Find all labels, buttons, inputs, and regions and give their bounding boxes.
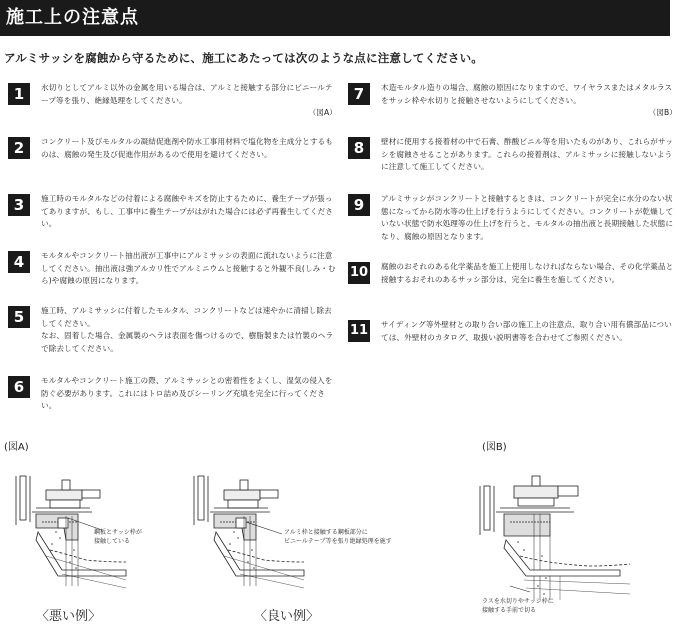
note-number: 1	[8, 83, 30, 105]
note-text: アルミサッシがコンクリートと接触するときは、コンクリートが完全に水分のない状態になってから防水等の仕上げを行うようにしてください。コンクリートが乾燥していない状態で防水処理等の仕上げを行うと、モルタルの抽出液と長期接触した状態になり、腐蝕の原因となります。	[381, 194, 674, 241]
page-header	[0, 0, 670, 36]
note-text: 木造モルタル造りの場合、腐蝕の原因になりますので、ワイヤラスまたはメタルラスをサッシ枠や水切りと接触させないようにしてください。	[381, 83, 673, 105]
figure-b-diagram	[470, 460, 665, 610]
figure-a-label: (図A)	[4, 442, 29, 453]
note-number: 10	[348, 262, 370, 284]
note-text: モルタルやコンクリート施工の際、アルミサッシとの密着性をよくし、湿気の侵入を防ぐ必要があります。これにはトロ詰め及びシーリング充填を完全に行ってください。	[41, 376, 333, 411]
note-text: コンクリート及びモルタルの凝結促進剤や防水工事用材料で塩化物を主成分とするものは、腐蝕の発生及び促進作用があるので使用を避けてください。	[41, 137, 333, 159]
page-subtitle: アルミサッシを腐蝕から守るために、施工にあたっては次のような点に注意してください。	[4, 51, 484, 65]
figure-reference: （図A）	[308, 108, 337, 118]
note-number: 11	[348, 320, 370, 342]
bad-example-caption: 〈悪い例〉	[36, 609, 102, 624]
good-example-caption: 〈良い例〉	[254, 609, 320, 624]
note-number: 6	[8, 376, 30, 398]
note-text: 施工時、アルミサッシに付着したモルタル、コンクリートなどは速やかに清掃し除去してください。 なお、固着した場合、金属製のヘラは表面を傷つけるので、樹脂製または竹製のヘラで除去してください。	[41, 306, 334, 353]
note-number: 5	[8, 306, 30, 328]
note-text: 腐蝕のおそれのある化学薬品を施工上使用しなければならない場合、その化学薬品と接触するおそれのあるサッシ部分は、完全に養生を施してください。	[381, 262, 674, 284]
note-text: 壁材に使用する接着材の中で石膏、酢酸ビニル等を用いたものがあり、これらがサッシを腐蝕させることがあります。これらの接着剤は、アルミサッシに接触しないように注意して施工してください。	[381, 137, 674, 172]
bad-example-note: 鋼板とサッシ枠が 接触している	[94, 529, 142, 545]
note-number: 2	[8, 137, 30, 159]
note-number: 9	[348, 194, 370, 216]
note-text: 水切りとしてアルミ以外の金属を用いる場合は、アルミと接触する部分にビニールテープ等を張り、絶縁処理をしてください。	[41, 83, 333, 105]
note-text: サイディング等外壁材との取り合い部の施工上の注意点、取り合い用有償部品については、外壁材のカタログ、取扱い説明書等を合わせてご参照ください。	[381, 320, 672, 342]
note-number: 4	[8, 251, 30, 273]
note-number: 3	[8, 194, 30, 216]
figure-reference: （図B）	[648, 108, 677, 118]
note-text: モルタルやコンクリート抽出液が工事中にアルミサッシの表面に流れないように注意してください。抽出液は強アルカリ性でアルミニウムと接触すると外観不良(しみ・むら)や腐蝕の原因になります。	[41, 251, 336, 286]
page-title: 施工上の注意点	[6, 7, 139, 28]
good-example-note: アルミ枠と接触する鋼板部分に ビニールテープ等を張り絶縁処理を施す	[284, 529, 392, 545]
note-number: 8	[348, 137, 370, 159]
note-text: 施工時のモルタルなどの付着による腐蝕やキズを防止するために、養生テープが張ってありますが、もし、工事中に養生テープがはがれた場合には必ず再養生してください。	[41, 194, 333, 229]
note-number: 7	[348, 83, 370, 105]
figure-b-note: ラスを水切りやサッシ枠に 接触する手前で切る	[482, 598, 554, 614]
figure-b-label: (図B)	[482, 442, 507, 453]
figure-a-bad-diagram	[6, 470, 166, 600]
